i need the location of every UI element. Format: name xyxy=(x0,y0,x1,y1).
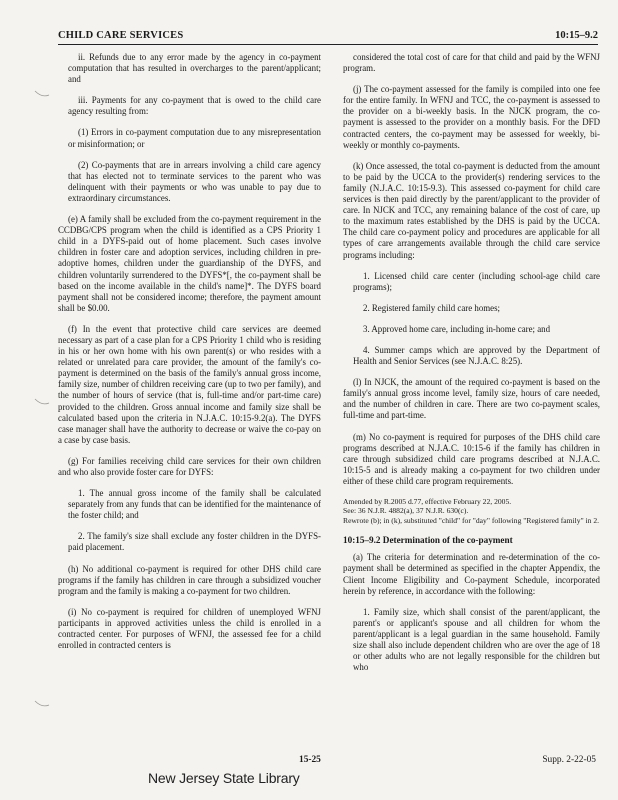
supplement-date: Supp. 2-22-05 xyxy=(542,755,596,765)
paragraph: 2. Registered family child care homes; xyxy=(363,302,501,313)
paragraph: (f) In the event that protective child care services are deemed necessary as part of a case plan for a CPS Priority 1 child who is residing in his or her own home with his own parent(s) or who resides with a related or unrelated para care provider, the amount of the family's co-payment is determined on the basis of the family's annual gross income, family size, number of children receiving care (up to two per family), and the number of hours of service (that is, full-time and/or part-time care) provided to the children. Gross annual income and family size shall be calculated based upon the criteria in N.J.A.C. 10:15-9.2(a). The DYFS case manager shall have the authority to decrease or waive the co-pay on a case by case basis. xyxy=(58,323,321,445)
margin-scan-mark xyxy=(34,700,50,708)
paragraph: (g) For families receiving child care services for their own children and who also provide foster care for DYFS: xyxy=(58,455,321,477)
margin-scan-mark xyxy=(34,398,50,406)
paragraph: (m) No co-payment is required for purposes of the DHS child care programs described at N.J.A.C. 10:15-6 if the family has children in care through subsidized child care programs described at N.J.A.C. 10:15-5 and is already making a co-payment for two children under either of these child care program requirements. xyxy=(343,431,600,486)
paragraph: 1. The annual gross income of the family shall be calculated separately from any funds that can be identified for the maintenance of the foster child; and xyxy=(68,488,321,521)
paragraph: 4. Summer camps which are approved by the Department of Health and Senior Services (see N.J.A.C. 8:25). xyxy=(353,344,600,367)
paragraph: ii. Refunds due to any error made by the agency in co-payment computation that has resulted in overcharges to the parent/applicant; and xyxy=(68,52,321,85)
paragraph: 1. Licensed child care center (including school-age child care programs); xyxy=(353,270,600,292)
section-heading: 10:15–9.2 Determination of the co-payment xyxy=(343,535,513,546)
paragraph: 1. Family size, which shall consist of the parent/applicant, the parent's or applicant's spouse and all children for whom the parent/applicant is a legal guardian in the same household. Family size shall also include dependent children who are over the age of 18 or other adults who are not legally responsible for the children but who xyxy=(353,606,600,673)
paragraph: See: 36 N.J.R. 4882(a), 37 N.J.R. 630(c). xyxy=(343,506,469,516)
paragraph: Amended by R.2005 d.77, effective February 22, 2005. xyxy=(343,497,512,506)
paragraph: (k) Once assessed, the total co-payment is deducted from the amount to be paid by the UCCA to the provider(s) rendering services to the family (N.J.A.C. 10:15-9.3). This assessed co-payment for child care services is then paid directly by the parent/applicant to the provider of care. In NJCK and TCC, any remaining balance of the cost of care, up to the maximum rates established by the DHS is paid by the UCCA. The child care co-payment policy and procedures are applicable for all types of care arrangements available through the child care service programs including: xyxy=(343,160,600,260)
header-title: CHILD CARE SERVICES xyxy=(58,30,184,41)
paragraph: iii. Payments for any co-payment that is owed to the child care agency resulting from: xyxy=(68,95,321,117)
paragraph: 3. Approved home care, including in-home care; and xyxy=(363,323,551,334)
right-column xyxy=(343,52,600,683)
paragraph: (e) A family shall be excluded from the co-payment requirement in the CCDBG/CPS program when the child is identified as a CPS Priority 1 child in a DYFS-paid out of home placement. Such cases involve children in foster care and adoption services, including children in pre-adoptive homes, children under the guardianship of the DYFS, and children voluntarily surrendered to the DYFS*[, the co-payment shall be based on the income available in the child's name]*. The DYFS board payment shall not be considered income; therefore, the payment amount shall be $0.00. xyxy=(58,214,321,313)
header-section-number: 10:15–9.2 xyxy=(555,30,598,41)
paragraph: 2. The family's size shall exclude any foster children in the DYFS-paid placement. xyxy=(68,531,321,553)
library-stamp: New Jersey State Library xyxy=(148,770,300,786)
paragraph: (l) In NJCK, the amount of the required co-payment is based on the family's annual gross income level, family size, hours of care needed, and the number of children in care. There are two co-payment scales, full-time and part-time. xyxy=(343,377,600,421)
paragraph: (j) The co-payment assessed for the family is compiled into one fee for the entire family. In WFNJ and TCC, the co-payment is assessed to the provider on a bi-weekly basis. In the NJCK program, the co-payment is assessed to the provider on a monthly basis. For the DFD contracted centers, the co-payment may be assessed for weekly, bi-weekly or monthly co-payments. xyxy=(343,84,600,150)
paragraph: considered the total cost of care for that child and paid by the WFNJ program. xyxy=(343,52,600,74)
paragraph: (1) Errors in co-payment computation due to any misrepresentation or misinformation; or xyxy=(68,127,321,149)
margin-scan-mark xyxy=(34,90,50,98)
paragraph: (h) No additional co-payment is required for other DHS child care programs if the family has children in care through a subsidized voucher program and the family is making a co-payment for two children. xyxy=(58,563,321,596)
running-header xyxy=(58,28,598,45)
paragraph: Rewrote (b); in (k), substituted "child" for "day" following "Registered family" in 2. xyxy=(343,515,600,525)
paragraph: (i) No co-payment is required for children of unemployed WFNJ participants in approved activities unless the child is enrolled in a contracted center. For purposes of WFNJ, the assessed fee for a child enrolled in contracted centers is xyxy=(58,606,321,651)
page-number: 15-25 xyxy=(299,755,321,765)
left-column xyxy=(58,52,321,661)
paragraph: (a) The criteria for determination and re-determination of the co-payment shall be determined as specified in the chapter Appendix, the Client Income Eligibility and Co-payment Schedule, incorporated herein by reference, in accordance with the following: xyxy=(343,552,600,596)
paragraph: (2) Co-payments that are in arrears involving a child care agency that has elected not to terminate services to the parent who was delinquent with their payments or who was unable to pay due to extraordinary circumstances. xyxy=(68,159,321,203)
